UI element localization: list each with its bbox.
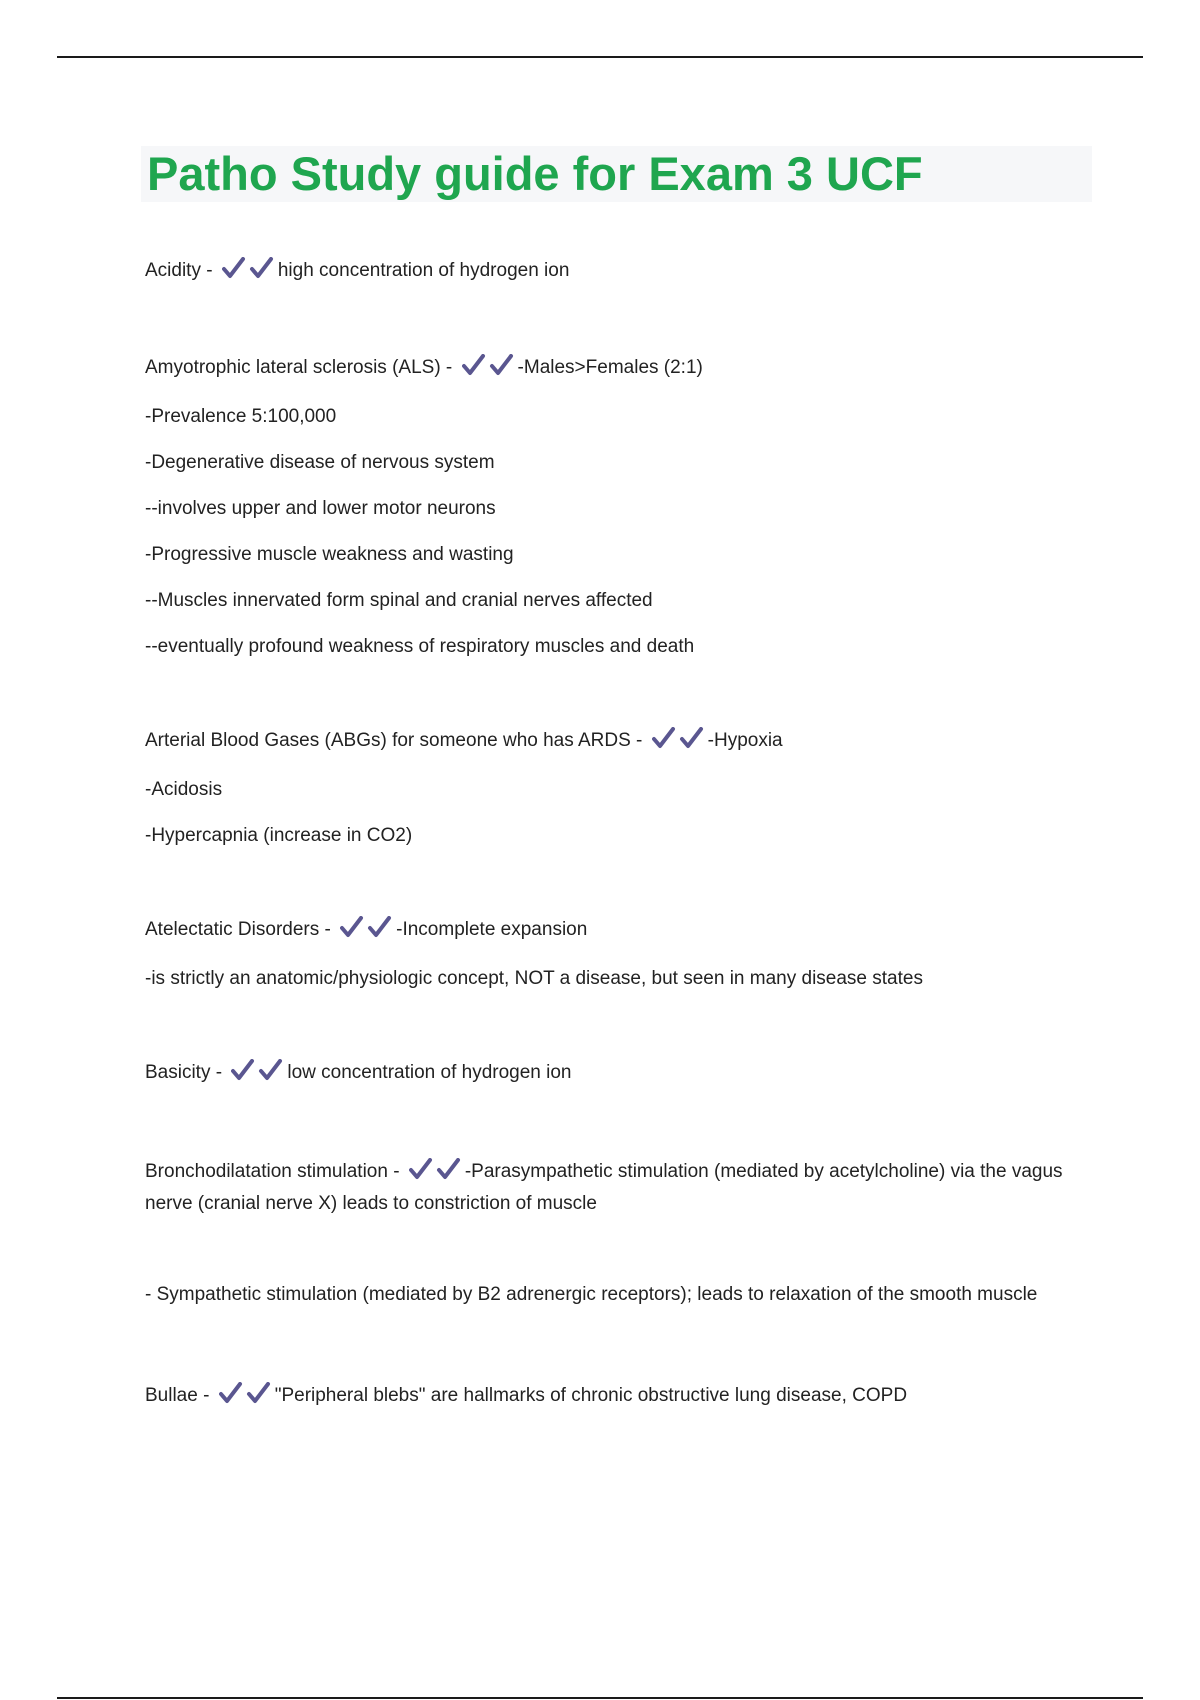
entry-line: - Sympathetic stimulation (mediated by B2 adrenergic receptors); leads to relaxation of the smooth muscle bbox=[145, 1284, 1038, 1305]
double-check-icon bbox=[462, 348, 514, 394]
entry-als bbox=[145, 345, 1095, 670]
entry-line: -is strictly an anatomic/physiologic concept, NOT a disease, but seen in many disease states bbox=[145, 968, 923, 989]
entry-definition: high concentration of hydrogen ion bbox=[277, 260, 570, 281]
entry-line: --Muscles innervated form spinal and cranial nerves affected bbox=[145, 590, 653, 611]
entry-line: --involves upper and lower motor neurons bbox=[145, 498, 496, 519]
top-rule bbox=[57, 56, 1143, 58]
entry-abgs bbox=[145, 718, 1095, 859]
entry-line: -Progressive muscle weakness and wasting bbox=[145, 544, 514, 565]
entry-acidity bbox=[145, 248, 1095, 297]
entry-definition: "Peripheral blebs" are hallmarks of chronic obstructive lung disease, COPD bbox=[274, 1385, 908, 1406]
entry-term: Bronchodilatation stimulation - bbox=[145, 1161, 405, 1182]
entry-term: Basicity - bbox=[145, 1062, 228, 1083]
entry-term: Atelectatic Disorders - bbox=[145, 919, 337, 940]
entry-atelectatic-disorders bbox=[145, 907, 1095, 1002]
double-check-icon bbox=[409, 1158, 461, 1189]
entry-term: Amyotrophic lateral sclerosis (ALS) - bbox=[145, 357, 458, 378]
entry-line: -Degenerative disease of nervous system bbox=[145, 452, 495, 473]
entry-bronchodilatation-stimulation bbox=[145, 1157, 1095, 1309]
double-check-icon bbox=[219, 1376, 271, 1422]
double-check-icon bbox=[652, 721, 704, 767]
entry-line: -Acidosis bbox=[145, 779, 223, 800]
entry-line: -Prevalence 5:100,000 bbox=[145, 406, 337, 427]
entry-term: Acidity - bbox=[145, 260, 218, 281]
entry-line: -Hypercapnia (increase in CO2) bbox=[145, 825, 413, 846]
entry-definition: -Incomplete expansion bbox=[396, 919, 588, 940]
double-check-icon bbox=[231, 1053, 283, 1099]
bottom-rule bbox=[57, 1697, 1143, 1699]
entry-basicity bbox=[145, 1050, 1095, 1099]
entry-line: --eventually profound weakness of respiratory muscles and death bbox=[145, 636, 695, 657]
entry-definition: -Parasympathetic stimulation (mediated by acetylcholine) via the vagus nerve (cranial nerve X) leads to constriction of muscle bbox=[145, 1161, 1063, 1214]
page-title: Patho Study guide for Exam 3 UCF bbox=[147, 147, 923, 200]
entry-definition: -Males>Females (2:1) bbox=[517, 357, 703, 378]
entry-term: Arterial Blood Gases (ABGs) for someone who has ARDS - bbox=[145, 730, 648, 751]
study-guide-entries bbox=[145, 248, 1095, 1422]
entry-bullae bbox=[145, 1373, 1095, 1422]
double-check-icon bbox=[340, 910, 392, 956]
entry-definition: -Hypoxia bbox=[707, 730, 783, 751]
double-check-icon bbox=[222, 251, 274, 297]
entry-term: Bullae - bbox=[145, 1385, 215, 1406]
entry-definition: low concentration of hydrogen ion bbox=[287, 1062, 572, 1083]
